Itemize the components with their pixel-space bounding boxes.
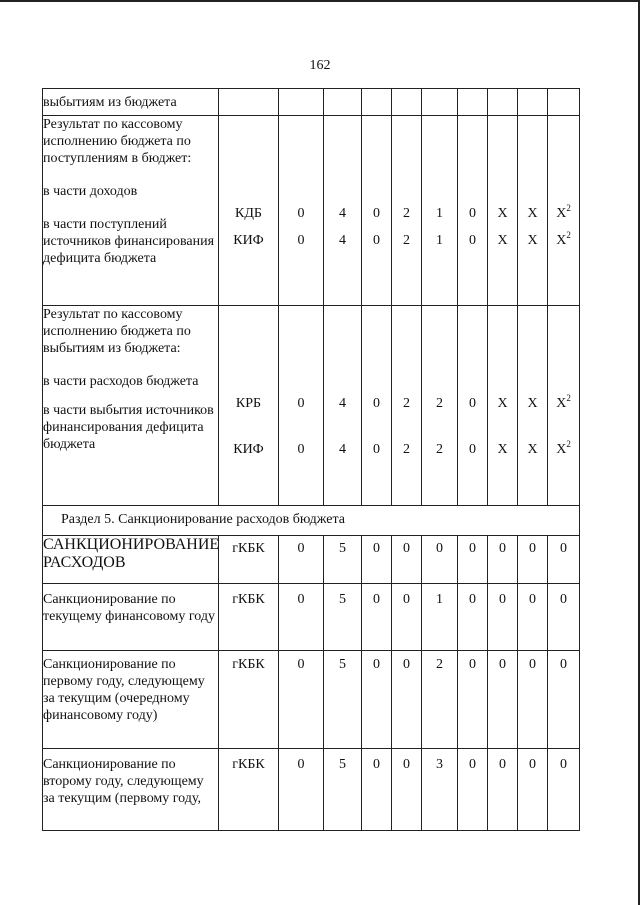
- page-edge-top: [0, 0, 640, 2]
- item-label: в части выбытия источников финансирования дефицита бюджета: [43, 403, 214, 452]
- code-cell: КДБ КИФ: [219, 116, 279, 306]
- table-row: Санкционирование по текущему финансовому году гКБК 0 5 0 0 1 0 0 0 0: [43, 584, 580, 651]
- row-label: Санкционирование по первому году, следующему за текущим (очередному финансовому году): [43, 651, 219, 749]
- group-disposals-labels: [43, 306, 219, 506]
- table-row-group-receipts: Результат по кассовому исполнению бюджета по поступлениям в бюджет: в части доходов в части поступлений источников финансирования дефицита бюджета КДБ КИФ 0 0 4 4 0 0 2 2 1 1 0 0 X X X X $X^2$ $X^2$: [43, 116, 580, 306]
- table-row: Санкционирование по второму году, следующему за текущим (первому году, гКБК 0 5 0 0 3 0 0 0 0: [43, 749, 580, 831]
- table-row-group-disposals: Результат по кассовому исполнению бюджета по выбытиям из бюджета: в части расходов бюджета в части выбытия источников финансирования дефицита бюджета КРБ КИФ 0 0 4 4 0 0 2 2 2 2 0 0 X X X X $X^2$ $X^2$: [43, 306, 580, 506]
- item-label: в части поступлений источников финансирования дефицита бюджета: [43, 217, 215, 266]
- section-header-row: [43, 506, 580, 536]
- code-cell: гКБК: [219, 584, 279, 651]
- code-cell: гКБК: [219, 651, 279, 749]
- footnote-marker: 2: [566, 203, 571, 213]
- item-label: в части доходов: [43, 184, 138, 199]
- table-row-continuation: [43, 89, 580, 116]
- group-receipts-labels: [43, 116, 219, 306]
- item-label: в части расходов бюджета: [43, 374, 199, 389]
- table-row: Санкционирование по первому году, следующему за текущим (очередному финансовому году) гКБК 0 5 0 0 2 0 0 0 0: [43, 651, 580, 749]
- group-title: Результат по кассовому исполнению бюджета по выбытиям из бюджета:: [43, 307, 191, 356]
- row-label: САНКЦИОНИРОВАНИЕ РАСХОДОВ: [43, 536, 219, 584]
- row-label: выбытиям из бюджета: [43, 89, 219, 116]
- code-cell: КРБ КИФ: [219, 306, 279, 506]
- group-title: Результат по кассовому исполнению бюджета по поступлениям в бюджет:: [43, 117, 192, 166]
- page-number: 162: [309, 58, 331, 73]
- table-row: САНКЦИОНИРОВАНИЕ РАСХОДОВ гКБК 0 5 0 0 0 0 0 0 0: [43, 536, 580, 584]
- code-cell: гКБК: [219, 749, 279, 831]
- footnote-marker: 2: [566, 439, 571, 449]
- footnote-marker: 2: [566, 393, 571, 403]
- section-title: Раздел 5. Санкционирование расходов бюджета: [43, 506, 580, 536]
- code-cell: гКБК: [219, 536, 279, 584]
- row-label: Санкционирование по второму году, следующему за текущим (первому году,: [43, 749, 219, 831]
- budget-classification-table: [42, 88, 580, 831]
- footnote-marker: 2: [566, 230, 571, 240]
- row-label: Санкционирование по текущему финансовому году: [43, 584, 219, 651]
